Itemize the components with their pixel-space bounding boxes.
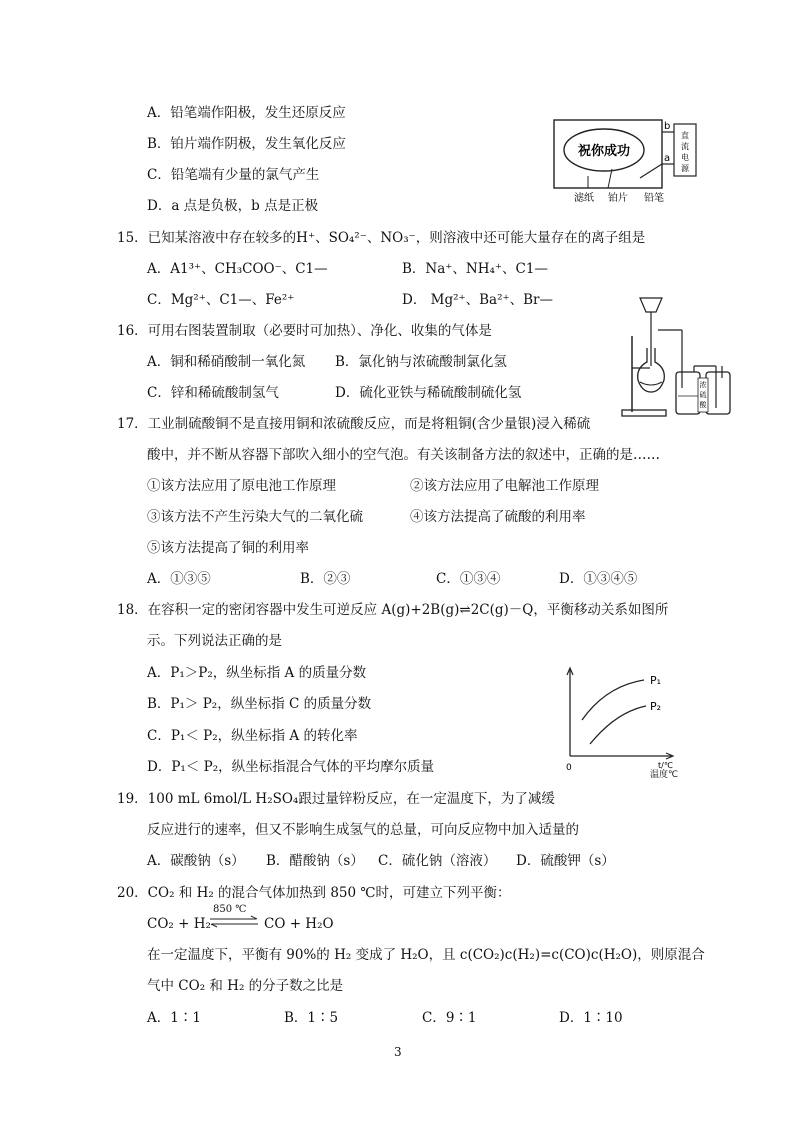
q18-option-c: C．P₁＜ P₂，纵坐标指 A 的转化率 [147,728,358,744]
gas-apparatus-figure [618,296,736,420]
label-pencil: 铅笔 [644,193,664,204]
q17-statement-2: ②该方法应用了电解池工作原理 [410,478,599,494]
q20-equation-condition: 850 ℃ [213,904,247,915]
q19-option-d: D．硫酸钾（s） [516,853,615,869]
q20-stem: 20．CO₂ 和 H₂ 的混合气体加热到 850 ℃时，可建立下列平衡： [117,885,511,901]
power-label-1: 直 [681,131,689,140]
q17-statement-1: ①该方法应用了原电池工作原理 [147,478,336,494]
q20-equation-right: CO + H₂O [264,916,334,932]
q16-option-d: D．硫化亚铁与稀硫酸制硫化氢 [335,385,522,401]
q20-line3: 在一定温度下，平衡有 90%的 H₂ 变成了 H₂O，且 c(CO₂)c(H₂)=c(CO)c(H₂O)，则原混合 [147,947,705,963]
equilibrium-graph [560,664,690,772]
label-platinum: 铂片 [608,193,628,204]
q17-statement-3: ③该方法不产生污染大气的二氧化硫 [147,509,363,525]
curve-p2 [590,706,646,744]
q15-stem: 15．已知某溶液中存在较多的H⁺、SO₄²⁻、NO₃⁻，则溶液中还可能大量存在的离子组是 [117,230,646,246]
curve-p1 [582,680,644,720]
q17-stem-line1: 17．工业制硫酸铜不是直接用铜和浓硫酸反应，而是将粗铜(含少量银)浸入稀硫 [117,416,591,432]
q17-statement-4: ④该方法提高了硫酸的利用率 [410,509,586,525]
q18-stem-line2: 示。下列说法正确的是 [147,633,282,649]
q14-option-b: B．铂片端作阴极，发生氧化反应 [147,136,346,152]
equilibrium-arrow-icon [208,915,260,929]
q18-option-d: D．P₁＜ P₂，纵坐标指混合气体的平均摩尔质量 [147,759,435,775]
q14-option-c: C．铅笔端有少量的氯气产生 [147,167,320,183]
svg-text:源: 源 [681,164,689,173]
q19-option-b: B．醋酸钠（s） [266,853,364,869]
q14-option-d: D．a 点是负极，b 点是正极 [147,198,319,214]
label-a: a [664,153,671,164]
q19-stem-line1: 19．100 mL 6mol/L H₂SO₄跟过量锌粉反应，在一定温度下，为了减缓 [117,791,555,807]
q16-option-c: C．锌和稀硫酸制氢气 [147,385,279,401]
q15-option-a: A．A1³⁺、CH₃COO⁻、C1— [147,261,328,277]
q17-option-d: D．①③④⑤ [559,571,638,587]
x-axis-symbol: t/℃ [658,761,673,770]
x-axis-label: 温度℃ [650,770,679,780]
q17-option-c: C．①③④ [436,571,501,587]
q17-option-a: A．①③⑤ [147,571,211,587]
origin-label: 0 [566,763,572,772]
q20-option-d: D．1∶10 [559,1010,623,1026]
q20-option-c: C．9∶1 [422,1010,477,1026]
q19-option-a: A．碳酸钠（s） [147,853,245,869]
q14-option-a: A．铅笔端作阳极，发生还原反应 [147,105,346,121]
q20-line4: 气中 CO₂ 和 H₂ 的分子数之比是 [147,978,344,994]
curve-p2-label: P₂ [650,700,662,713]
svg-text:硫: 硫 [699,391,707,399]
q20-equation-left: CO₂ + H₂ [147,916,211,932]
q16-stem: 16．可用右图装置制取（必要时可加热）、净化、收集的气体是 [117,323,492,339]
q16-option-b: B．氯化钠与浓硫酸制氯化氢 [335,354,507,370]
q17-option-b: B．②③ [300,571,351,587]
curve-p1-label: P₁ [650,674,662,687]
q15-option-c: C．Mg²⁺、C1—、Fe²⁺ [147,292,295,308]
svg-text:电: 电 [681,153,689,162]
q20-option-b: B．1∶5 [284,1010,339,1026]
q18-option-a: A．P₁＞P₂，纵坐标指 A 的质量分数 [147,665,367,681]
q16-option-a: A．铜和稀硝酸制一氧化氮 [147,354,306,370]
page-number: 3 [394,1045,402,1059]
q15-option-b: B．Na⁺、NH₄⁺、C1— [402,261,548,277]
svg-text:酸: 酸 [699,401,707,409]
svg-text:流: 流 [681,142,689,151]
q15-option-d: D． Mg²⁺、Ba²⁺、Br— [402,292,553,308]
q18-option-b: B．P₁＞ P₂，纵坐标指 C 的质量分数 [147,696,372,712]
electrolysis-figure [548,114,702,206]
label-paper: 滤纸 [574,193,594,204]
q19-option-c: C．硫化钠（溶液） [378,853,497,869]
label-b: b [664,121,671,132]
center-text: 祝你成功 [577,144,631,159]
q17-stem-line2: 酸中，并不断从容器下部吹入细小的空气泡。有关该制备方法的叙述中，正确的是…… [147,447,660,463]
bottle-label-1: 浓 [699,381,707,389]
q17-statement-5: ⑤该方法提高了铜的利用率 [147,540,309,556]
q19-stem-line2: 反应进行的速率，但又不影响生成氢气的总量，可向反应物中加入适量的 [147,822,579,838]
q20-option-a: A．1∶1 [147,1010,201,1026]
q18-stem-line1: 18．在容积一定的密闭容器中发生可逆反应 A(g)+2B(g)⇌2C(g)－Q，平衡移动关系如图所 [117,602,669,618]
